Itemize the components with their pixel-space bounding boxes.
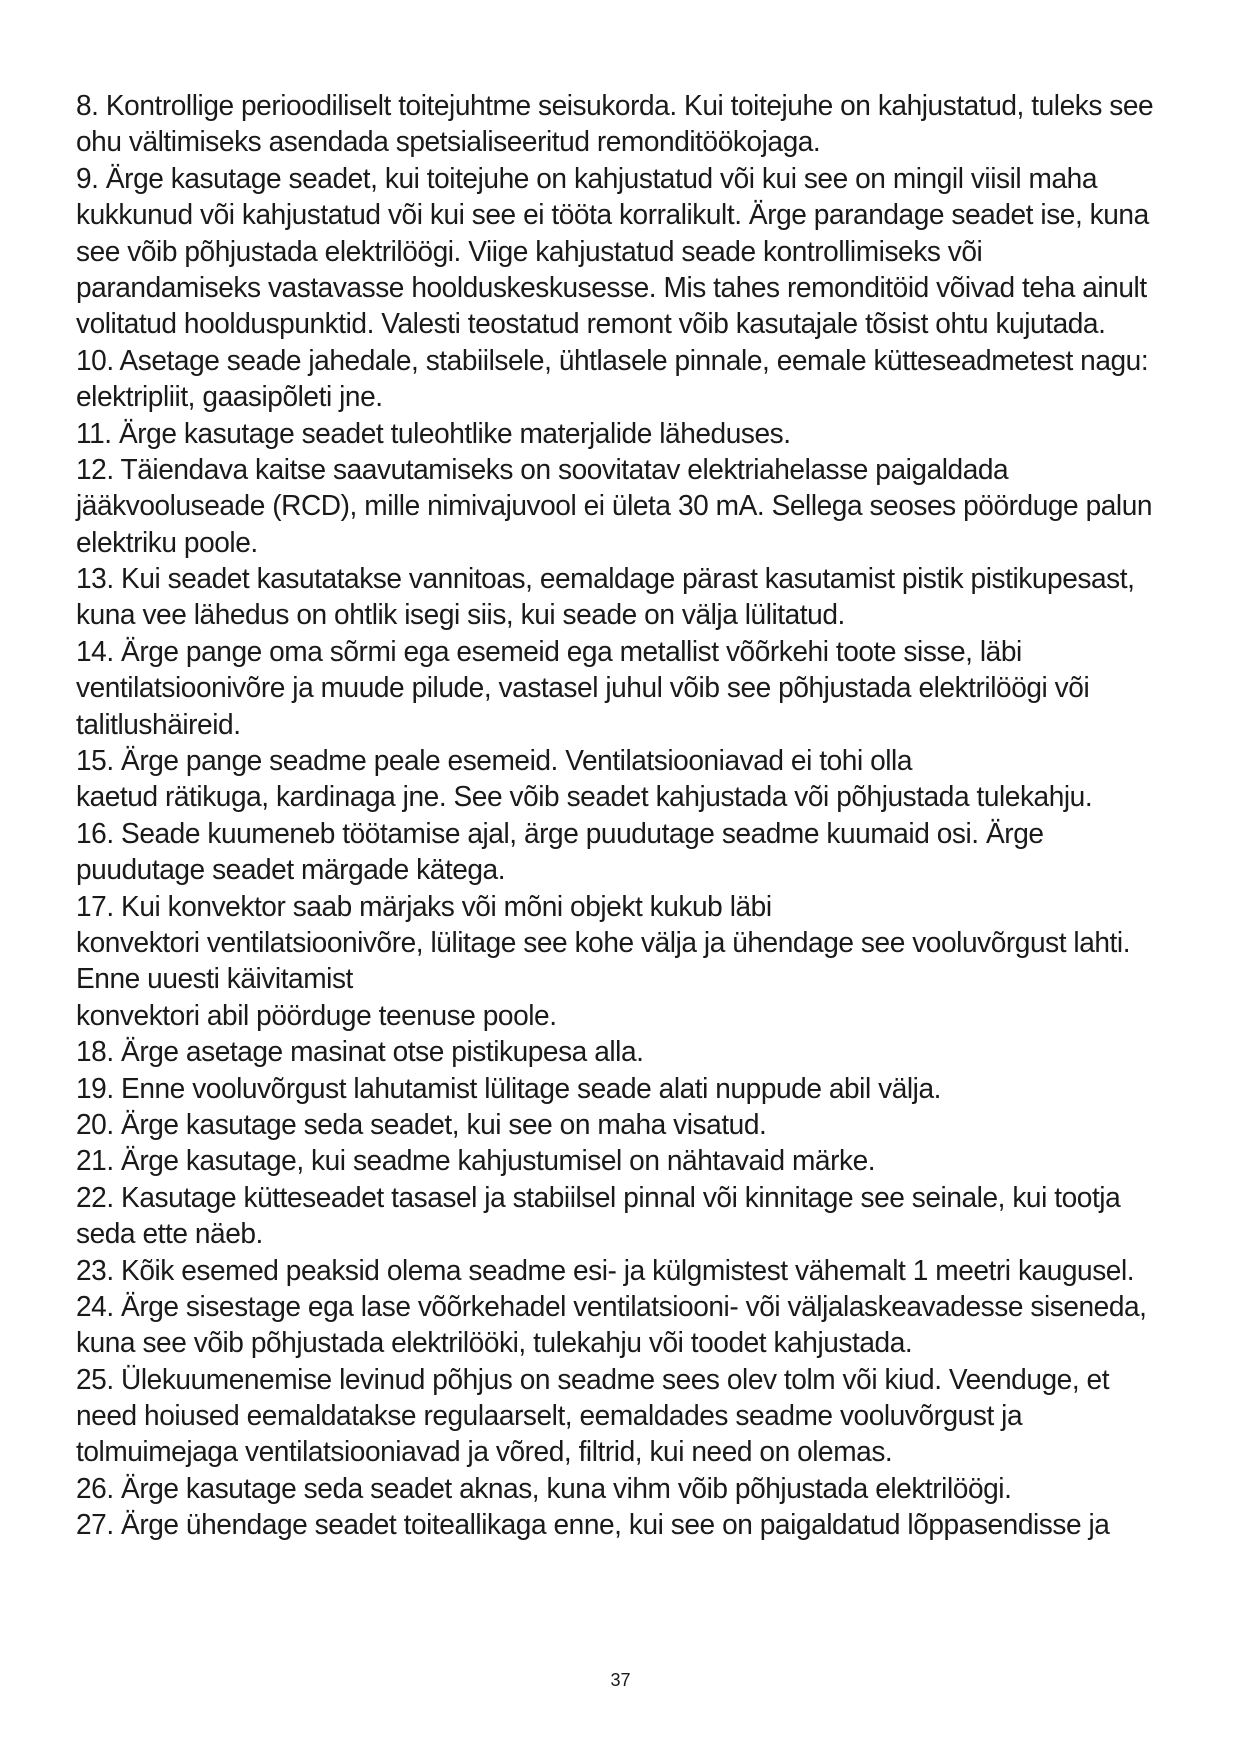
text-line: konvektori abil pöörduge teenuse poole. bbox=[76, 999, 557, 1032]
text-line: puudutage seadet märgade kätega. bbox=[76, 854, 506, 887]
text-line: 24. Ärge sisestage ega lase võõrkehadel ventilatsiooni- või väljalaskeavadesse siseneda, bbox=[76, 1290, 1147, 1323]
text-line: seda ette näeb. bbox=[76, 1218, 263, 1251]
page-number: 37 bbox=[610, 1670, 631, 1690]
text-line: 14. Ärge pange oma sõrmi ega esemeid ega metallist võõrkehi toote sisse, läbi bbox=[76, 635, 1022, 668]
text-line: volitatud hoolduspunktid. Valesti teostatud remont võib kasutajale tõsist ohtu kujutada. bbox=[76, 308, 1106, 341]
text-line: 27. Ärge ühendage seadet toiteallikaga enne, kui see on paigaldatud lõppasendisse ja bbox=[76, 1509, 1110, 1542]
text-line: 15. Ärge pange seadme peale esemeid. Ventilatsiooniavad ei tohi olla bbox=[76, 745, 913, 778]
text-line: ohu vältimiseks asendada spetsialiseeritud remonditöökojaga. bbox=[76, 126, 821, 159]
text-line: 11. Ärge kasutage seadet tuleohtlike materjalide läheduses. bbox=[76, 417, 791, 450]
text-line: ventilatsioonivõre ja muude pilude, vastasel juhul võib see põhjustada elektrilöögi või bbox=[76, 672, 1090, 705]
text-line: 19. Enne vooluvõrgust lahutamist lülitage seade alati nuppude abil välja. bbox=[76, 1072, 942, 1105]
text-line: see võib põhjustada elektrilöögi. Viige kahjustatud seade kontrollimiseks või bbox=[76, 235, 983, 268]
text-line: elektripliit, gaasipõleti jne. bbox=[76, 381, 383, 414]
text-line: parandamiseks vastavasse hoolduskeskusesse. Mis tahes remonditöid võivad teha ainult bbox=[76, 271, 1147, 304]
text-line: jääkvooluseade (RCD), mille nimivajuvool ei ületa 30 mA. Sellega seoses pöörduge palun bbox=[76, 490, 1153, 523]
text-line: 18. Ärge asetage masinat otse pistikupesa alla. bbox=[76, 1036, 644, 1069]
text-line: 25. Ülekuumenemise levinud põhjus on seadme sees olev tolm või kiud. Veenduge, et bbox=[76, 1363, 1110, 1396]
safety-instructions-text bbox=[76, 88, 1186, 1544]
text-line: 17. Kui konvektor saab märjaks või mõni objekt kukub läbi bbox=[76, 890, 772, 923]
text-line: 8. Kontrollige perioodiliselt toitejuhtme seisukorda. Kui toitejuhe on kahjustatud, tuleks see bbox=[76, 90, 1154, 122]
text-line: kuna vee lähedus on ohtlik isegi siis, kui seade on välja lülitatud. bbox=[76, 599, 845, 632]
text-line: konvektori ventilatsioonivõre, lülitage see kohe välja ja ühendage see vooluvõrgust lahti. bbox=[76, 926, 1131, 959]
text-line: need hoiused eemaldatakse regulaarselt, eemaldades seadme vooluvõrgust ja bbox=[76, 1400, 1023, 1433]
text-line: kuna see võib põhjustada elektrilööki, tulekahju või toodet kahjustada. bbox=[76, 1327, 913, 1360]
text-line: kukkunud või kahjustatud või kui see ei tööta korralikult. Ärge parandage seadet ise, kuna bbox=[76, 199, 1149, 232]
text-line: 22. Kasutage kütteseadet tasasel ja stabiilsel pinnal või kinnitage see seinale, kui tootja bbox=[76, 1181, 1121, 1214]
text-line: Enne uuesti käivitamist bbox=[76, 963, 353, 996]
text-line: 23. Kõik esemed peaksid olema seadme esi- ja külgmistest vähemalt 1 meetri kaugusel. bbox=[76, 1254, 1135, 1287]
text-line: elektriku poole. bbox=[76, 526, 258, 559]
text-line: 13. Kui seadet kasutatakse vannitoas, eemaldage pärast kasutamist pistik pistikupesast, bbox=[76, 563, 1135, 596]
text-line: tolmuimejaga ventilatsiooniavad ja võred, filtrid, kui need on olemas. bbox=[76, 1436, 893, 1469]
text-line: 20. Ärge kasutage seda seadet, kui see on maha visatud. bbox=[76, 1108, 767, 1141]
text-line: 9. Ärge kasutage seadet, kui toitejuhe on kahjustatud või kui see on mingil viisil maha bbox=[76, 162, 1098, 195]
text-line: 12. Täiendava kaitse saavutamiseks on soovitatav elektriahelasse paigaldada bbox=[76, 453, 1009, 486]
text-line: 16. Seade kuumeneb töötamise ajal, ärge puudutage seadme kuumaid osi. Ärge bbox=[76, 817, 1044, 850]
text-line: 21. Ärge kasutage, kui seadme kahjustumisel on nähtavaid märke. bbox=[76, 1145, 876, 1178]
text-line: kaetud rätikuga, kardinaga jne. See võib seadet kahjustada või põhjustada tulekahju. bbox=[76, 781, 1093, 814]
text-line: talitlushäireid. bbox=[76, 708, 241, 741]
text-line: 26. Ärge kasutage seda seadet aknas, kuna vihm võib põhjustada elektrilöögi. bbox=[76, 1472, 1012, 1505]
text-line: 10. Asetage seade jahedale, stabiilsele, ühtlasele pinnale, eemale kütteseadmetest nagu: bbox=[76, 344, 1149, 377]
